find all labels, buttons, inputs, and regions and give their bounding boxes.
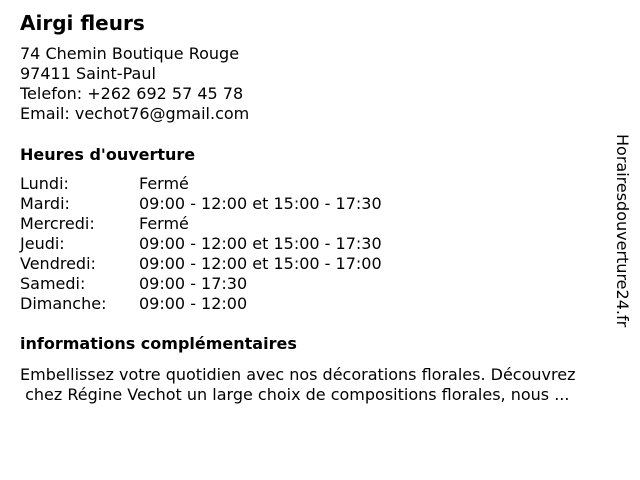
address-city: 97411 Saint-Paul	[20, 64, 156, 83]
business-name: Airgi fleurs	[20, 11, 145, 35]
description-text	[20, 365, 624, 405]
day-hours: 09:00 - 17:30	[139, 274, 248, 293]
day-hours: 09:00 - 12:00	[139, 294, 248, 313]
address-street: 74 Chemin Boutique Rouge	[20, 44, 240, 63]
contact-block	[20, 44, 249, 124]
day-hours: 09:00 - 12:00 et 15:00 - 17:30	[139, 194, 382, 213]
day-label: Vendredi:	[20, 254, 96, 273]
description-line: Embellissez votre quotidien avec nos décorations florales. Découvrez	[20, 365, 576, 384]
day-label: Dimanche:	[20, 294, 107, 313]
day-label: Mardi:	[20, 194, 70, 213]
additional-info-heading: informations complémentaires	[20, 334, 297, 353]
phone-number[interactable]: Telefon: +262 692 57 45 78	[20, 84, 244, 103]
description-line: chez Régine Vechot un large choix de compositions florales, nous ...	[20, 385, 570, 404]
day-label: Lundi:	[20, 174, 69, 193]
day-hours: 09:00 - 12:00 et 15:00 - 17:30	[139, 234, 382, 253]
site-watermark: Horairesdouverture24.fr	[613, 134, 632, 328]
day-label: Jeudi:	[20, 234, 65, 253]
day-label: Mercredi:	[20, 214, 95, 233]
day-hours: Fermé	[139, 214, 189, 233]
opening-hours-heading: Heures d'ouverture	[20, 145, 196, 164]
day-hours: Fermé	[139, 174, 189, 193]
day-label: Samedi:	[20, 274, 86, 293]
day-hours: 09:00 - 12:00 et 15:00 - 17:00	[139, 254, 382, 273]
email-address[interactable]: Email: vechot76@gmail.com	[20, 104, 250, 123]
